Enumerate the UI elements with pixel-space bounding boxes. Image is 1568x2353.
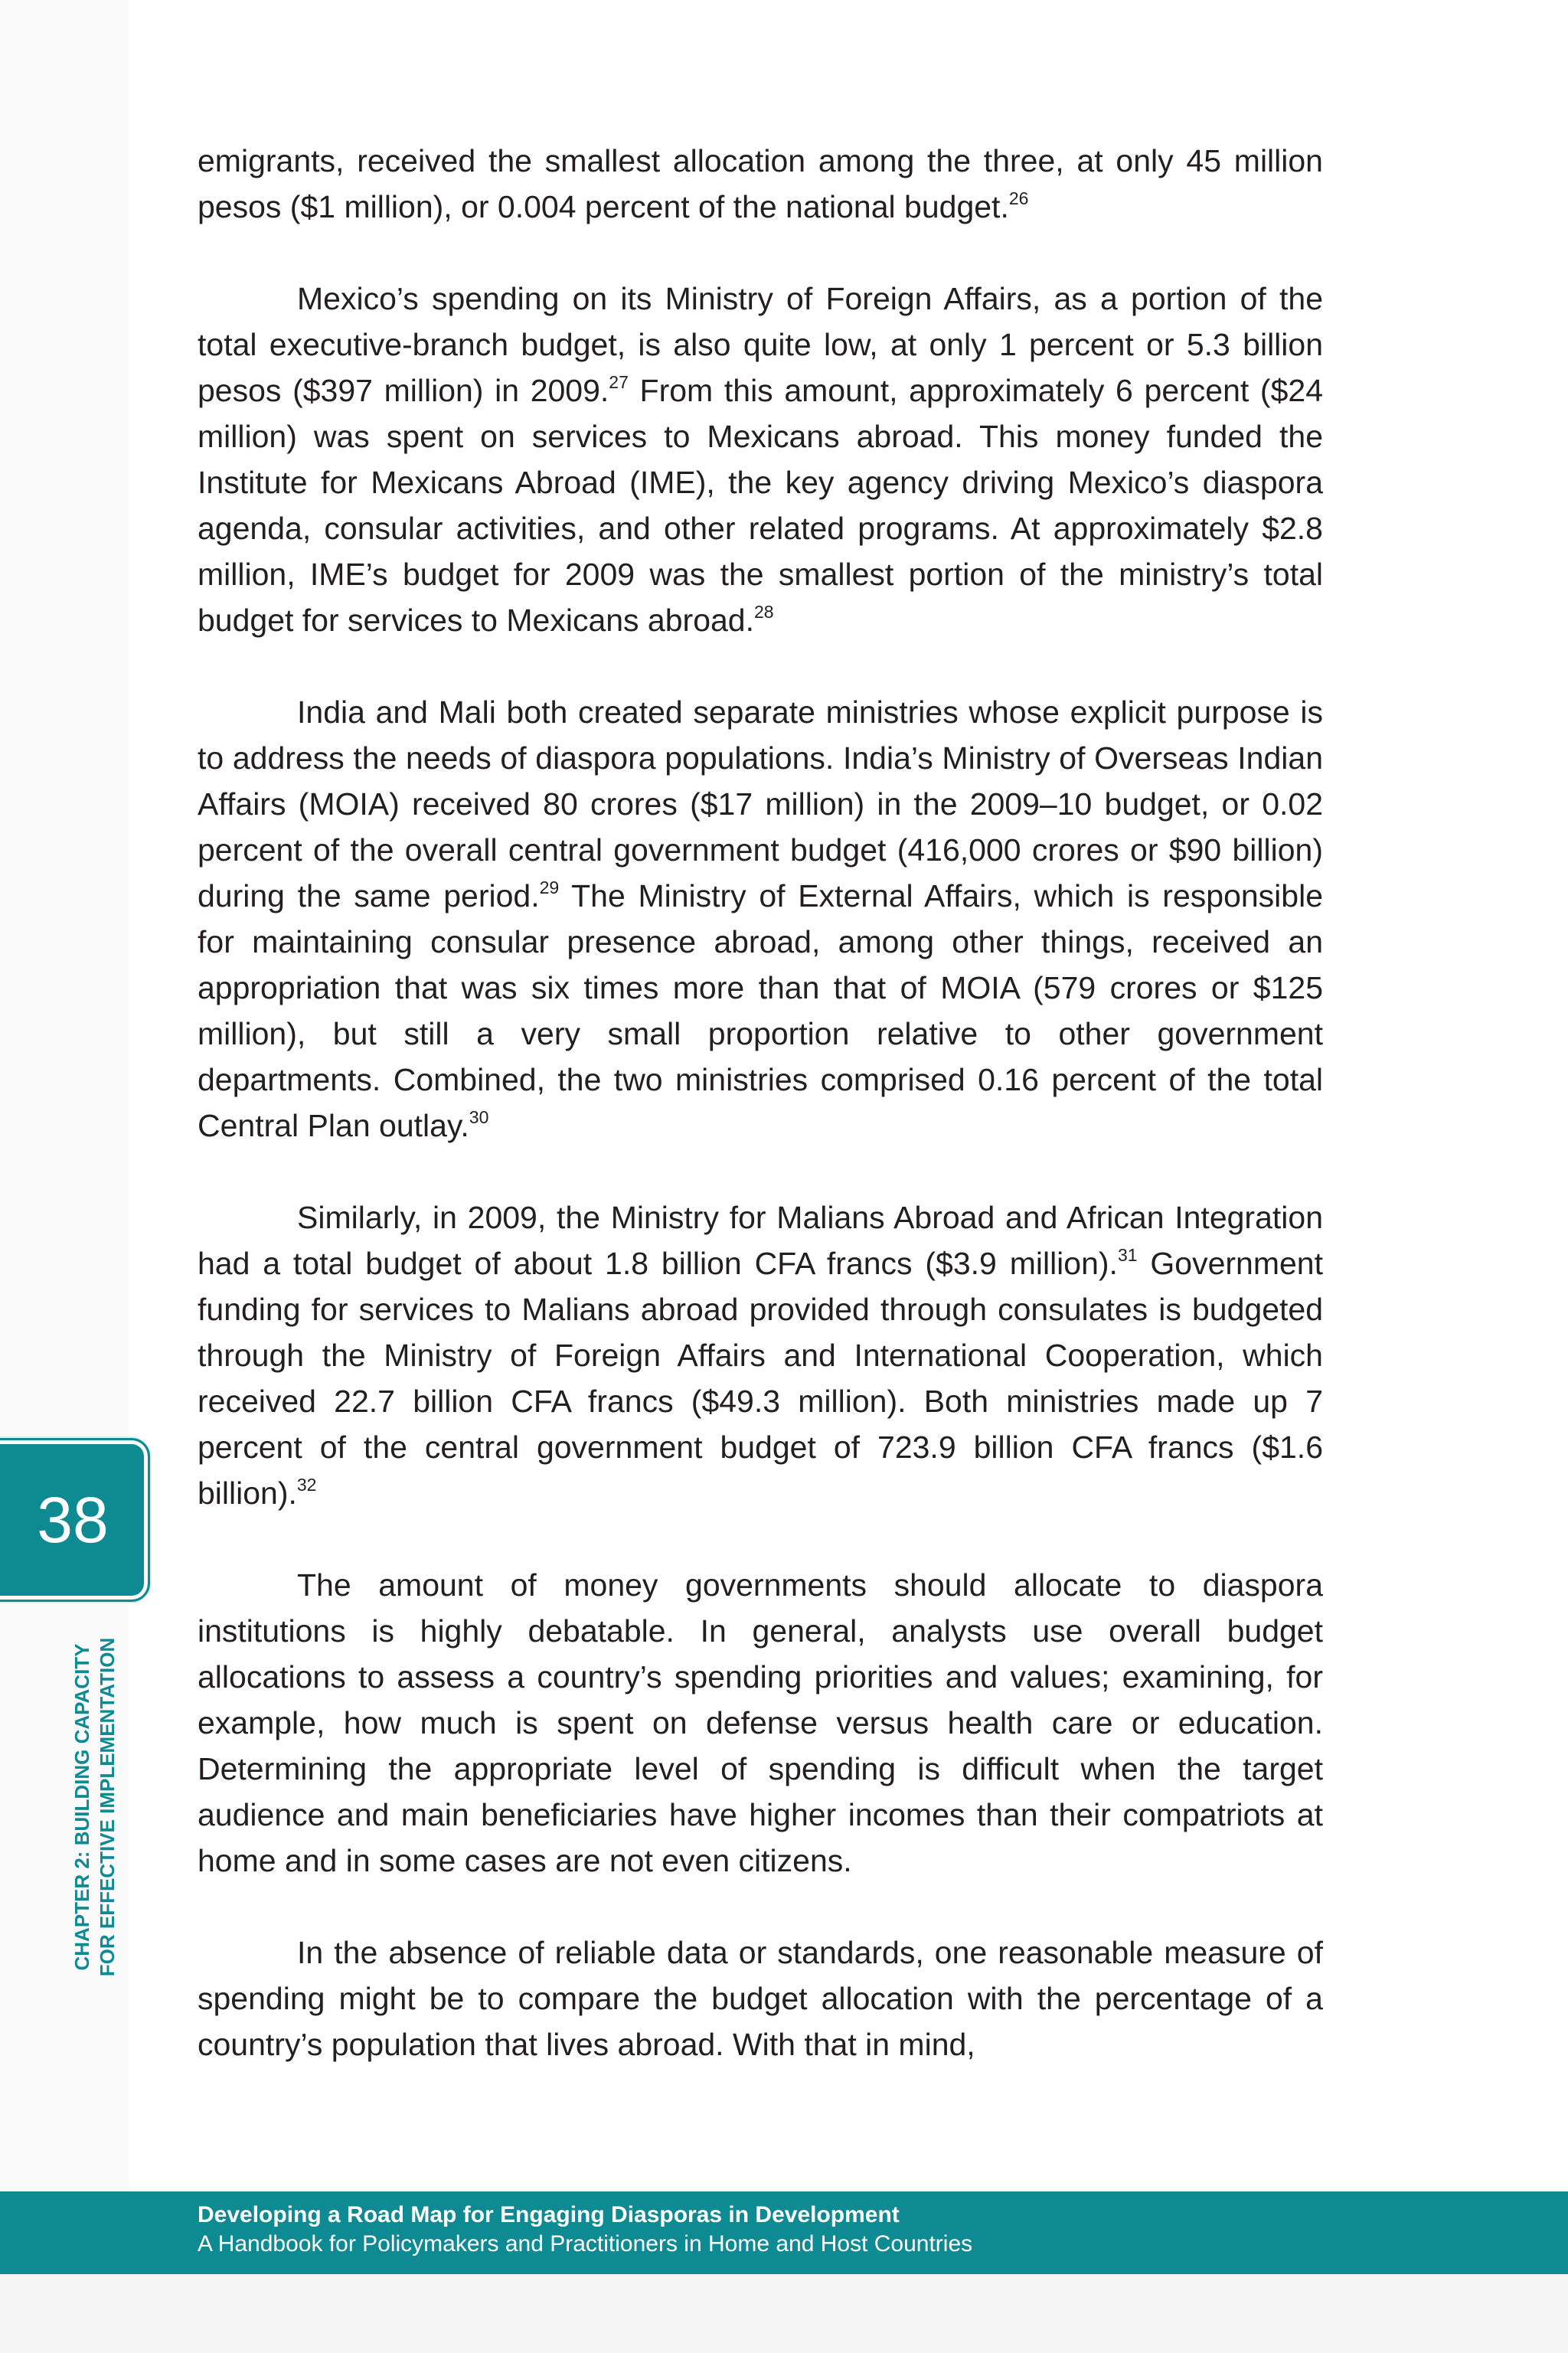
footer-subtitle: A Handbook for Policymakers and Practitioners in Home and Host Countries [198,2231,973,2257]
footer-bar [0,2191,1568,2274]
footnote-ref[interactable]: 31 [1117,1245,1138,1265]
paragraph-6 [198,1930,1323,2067]
chapter-label [70,1608,120,2006]
paragraph-text: The Ministry of External Affairs, which is responsible for maintaining consular presence abroad, among other things, received an appropriation that was six times more than that of MOIA (579 crores or $125 million), but still a very small proportion relative to other government departments. Combined, the two ministries comprised 0.16 percent of the total Central Plan outlay. [198,878,1323,1143]
paragraph-text: Similarly, in 2009, the Ministry for Malians Abroad and African Integration had a total budget of about 1.8 billion CFA francs ($3.9 million). [198,1200,1323,1281]
footnote-ref[interactable]: 30 [469,1107,489,1127]
footnote-ref[interactable]: 29 [539,877,560,897]
paragraph-text: India and Mali both created separate ministries whose explicit purpose is to address the needs of diaspora populations. India’s Ministry of Overseas Indian Affairs (MOIA) received 80 crores ($17 million) in the 2009–10 budget, or 0.02 percent of the overall central government budget (416,000 crores or $90 billion) during the same period. [198,694,1323,913]
paragraph-text: The amount of money governments should allocate to diaspora institutions is highly debatable. In general, analysts use overall budget allocations to assess a country’s spending priorities and values; examining, for example, how much is spent on defense versus health care or education. Determining the appropriate level of spending is difficult when the target audience and main beneficiaries have higher incomes than their compatriots at home and in some cases are not even citizens. [198,1567,1323,1878]
paragraph-5 [198,1562,1323,1884]
paragraph-text: From this amount, approximately 6 percent ($24 million) was spent on services to Mexicans abroad. This money funded the Institute for Mexicans Abroad (IME), the key agency driving Mexico’s diaspora agenda, consular activities, and other related programs. At approximately $2.8 million, IME’s budget for 2009 was the smallest portion of the ministry’s total budget for services to Mexicans abroad. [198,373,1323,638]
paragraph-2 [198,276,1323,643]
paragraph-1 [198,138,1323,230]
chapter-label-line-2: FOR EFFECTIVE IMPLEMENTATION [96,1637,119,1977]
body-text [198,138,1323,2113]
footnote-ref[interactable]: 26 [1008,188,1029,208]
footer-title: Developing a Road Map for Engaging Diasporas in Development [198,2202,900,2227]
footnote-ref[interactable]: 27 [609,372,629,392]
paragraph-text: emigrants, received the smallest allocation among the three, at only 45 million pesos ($1 million), or 0.004 percent of the national budget. [198,143,1323,224]
paragraph-text: In the absence of reliable data or standards, one reasonable measure of spending might be to compare the budget allocation with the percentage of a country’s population that lives abroad. With that in mind, [198,1935,1323,2062]
paragraph-3 [198,689,1323,1149]
chapter-label-line-1: CHAPTER 2: BUILDING CAPACITY [70,1643,93,1971]
bottom-margin-band [0,2274,1568,2353]
footnote-ref[interactable]: 28 [754,602,774,622]
paragraph-text: Mexico’s spending on its Ministry of Foreign Affairs, as a portion of the total executive-branch budget, is also quite low, at only 1 percent or 5.3 billion pesos ($397 million) in 2009. [198,281,1323,408]
page-number: 38 [37,1484,109,1556]
paragraph-4 [198,1194,1323,1516]
paragraph-text: Government funding for services to Malians abroad provided through consulates is budgeted through the Ministry of Foreign Affairs and International Cooperation, which received 22.7 billion CFA francs ($49.3 million). Both ministries made up 7 percent of the central government budget of 723.9 billion CFA francs ($1.6 billion). [198,1246,1324,1511]
footnote-ref[interactable]: 32 [296,1475,317,1495]
